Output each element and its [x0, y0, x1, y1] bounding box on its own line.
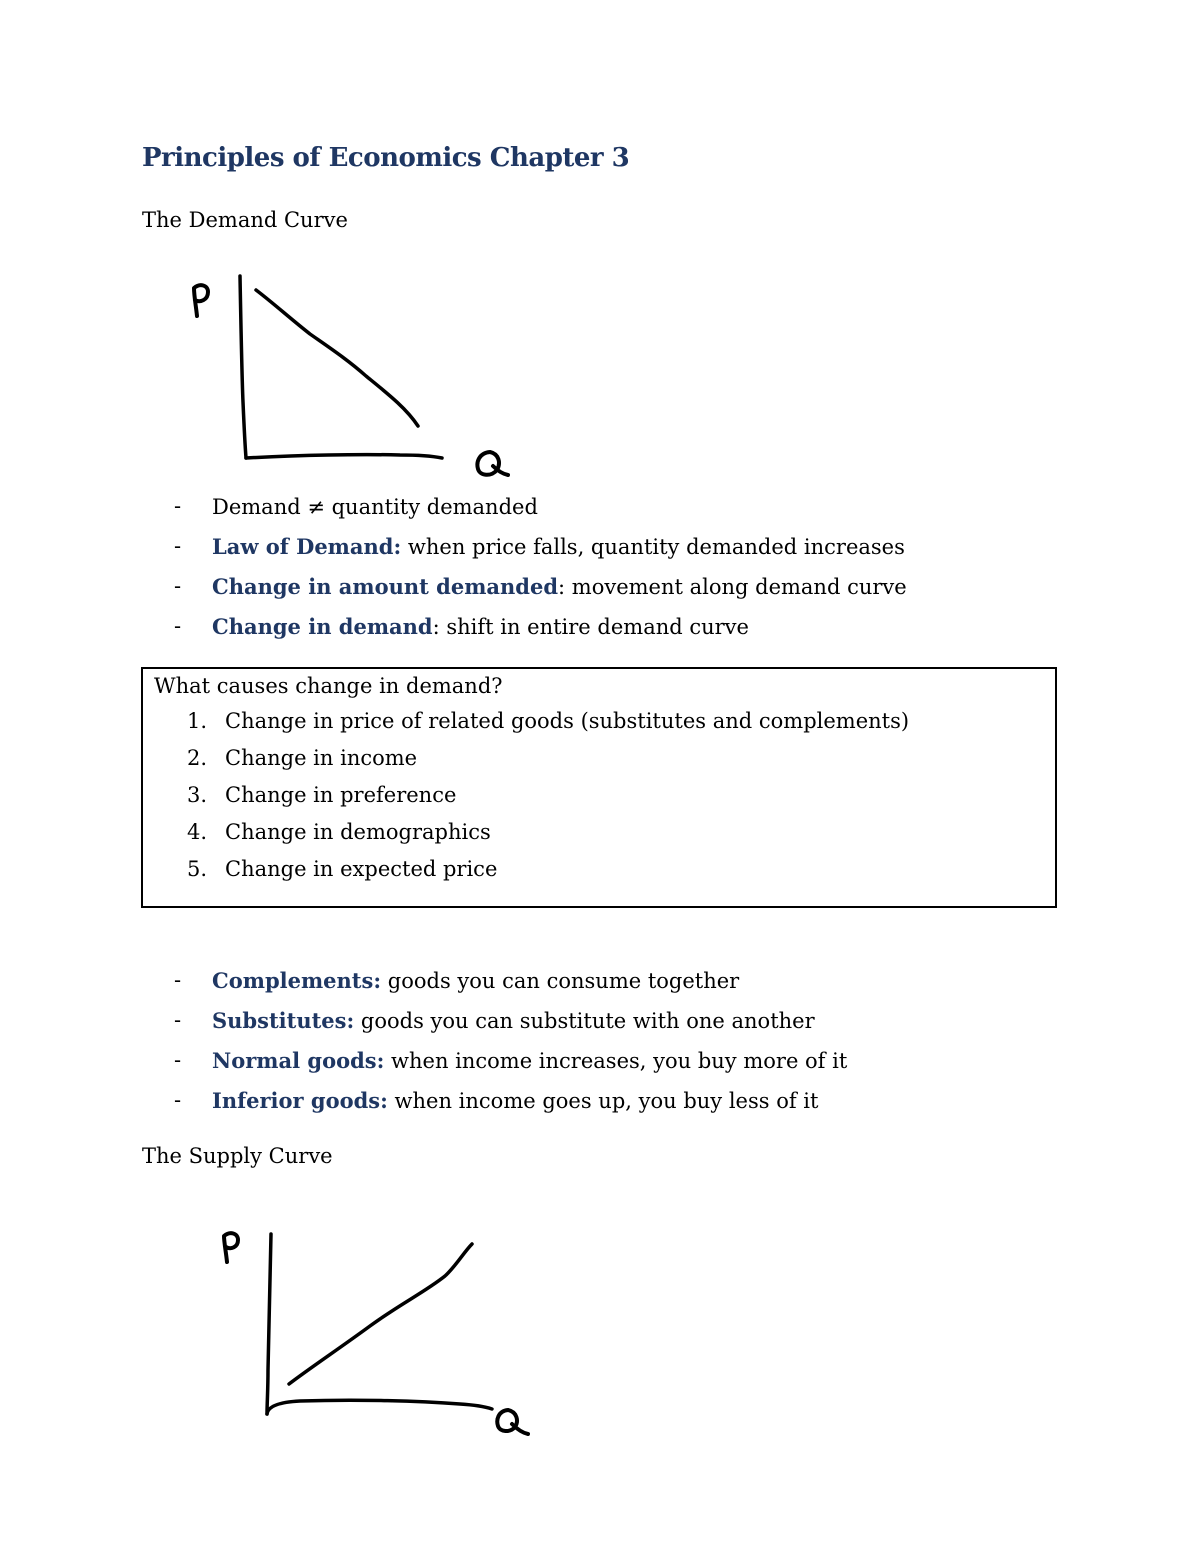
bullet-dash: - [174, 968, 182, 992]
bullet-text: : shift in entire demand curve [432, 615, 749, 639]
item-text: Change in preference [225, 783, 457, 807]
supply-x-axis [267, 1400, 492, 1414]
item-number: 3. [187, 783, 208, 807]
bullet-term: Normal goods: [212, 1048, 385, 1073]
bullet-dash: - [174, 614, 182, 638]
demand-curve-heading: The Demand Curve [142, 208, 348, 232]
bullet-dash: - [174, 534, 182, 558]
page-title: Principles of Economics Chapter 3 [142, 143, 630, 173]
bullet-dash: - [174, 574, 182, 598]
bullet-dash: - [174, 1048, 182, 1072]
bullet-term: Substitutes: [212, 1008, 355, 1033]
item-number: 4. [187, 820, 208, 844]
item-number: 5. [187, 857, 208, 881]
bullet-term: Law of Demand: [212, 534, 402, 559]
bullet-text: when income goes up, you buy less of it [387, 1089, 819, 1113]
bullet-text: Demand ≠ quantity demanded [212, 495, 538, 519]
bullet-text: when income increases, you buy more of it [384, 1049, 848, 1073]
item-number: 2. [187, 746, 208, 770]
bullet-text: : movement along demand curve [558, 575, 907, 599]
supply-curve-heading: The Supply Curve [142, 1144, 333, 1168]
bullet-term: Change in amount demanded [212, 574, 559, 599]
supply-q-label-glyph [497, 1410, 528, 1434]
bullet-text: goods you can consume together [381, 969, 740, 993]
supply-y-axis [267, 1234, 271, 1414]
bullet-text: goods you can substitute with one another [354, 1009, 815, 1033]
bullet-term: Change in demand [212, 614, 433, 639]
causes-box-title: What causes change in demand? [154, 674, 503, 698]
bullet-dash: - [174, 1088, 182, 1112]
bullet-dash: - [174, 494, 182, 518]
item-text: Change in demographics [225, 820, 491, 844]
supply-p-label-glyph [224, 1233, 238, 1262]
item-text: Change in price of related goods (substitutes and complements) [225, 709, 910, 733]
supply-curve-line [289, 1244, 472, 1384]
bullet-term: Complements: [212, 968, 382, 993]
bullet-text: when price falls, quantity demanded increases [401, 535, 905, 559]
item-text: Change in income [225, 746, 418, 770]
bullet-dash: - [174, 1008, 182, 1032]
item-number: 1. [187, 709, 208, 733]
bullet-term: Inferior goods: [212, 1088, 388, 1113]
item-text: Change in expected price [225, 857, 498, 881]
